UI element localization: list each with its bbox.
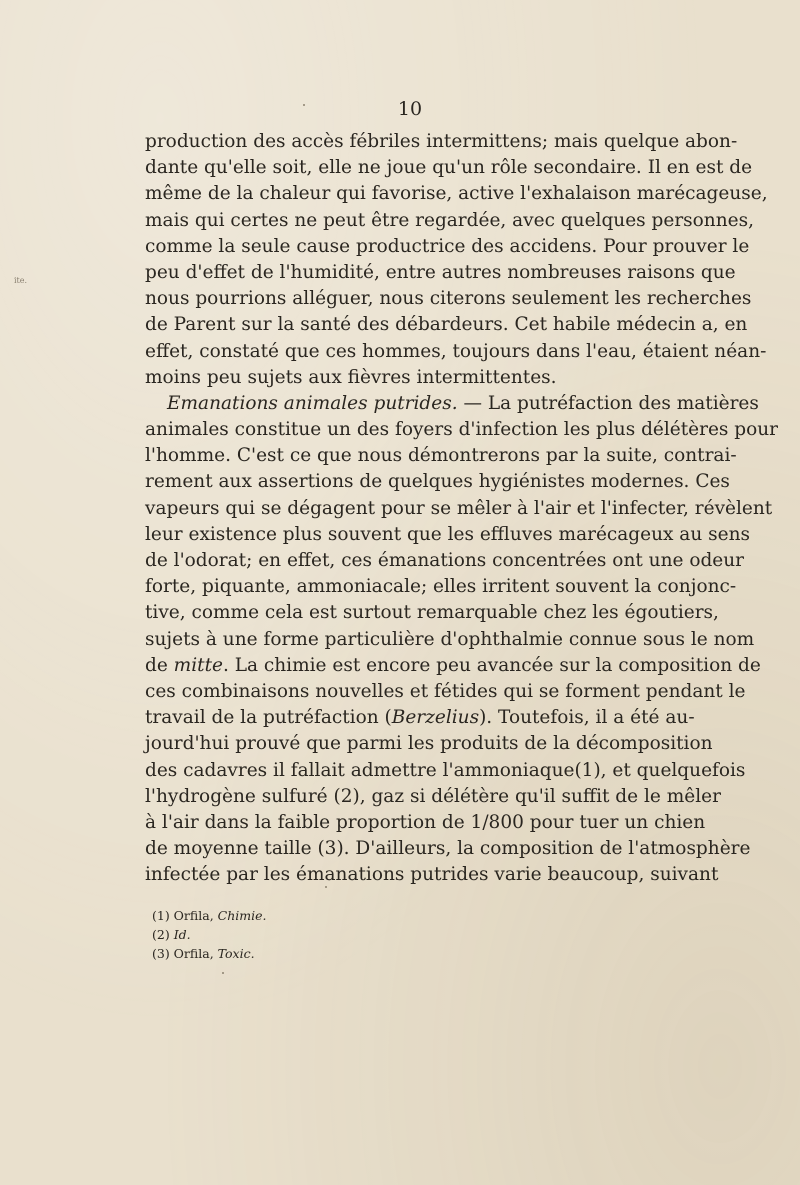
- italic-text: Id.: [173, 927, 191, 942]
- text-line: [145, 155, 753, 181]
- footnotes: [152, 906, 452, 963]
- italic-text: Toxic.: [217, 946, 255, 961]
- text-line: [145, 443, 737, 469]
- text-line: [145, 417, 779, 443]
- paper-speck: [303, 104, 305, 106]
- text-line: [145, 810, 706, 836]
- margin-mark: ite.: [14, 276, 28, 285]
- text-run: production des accès fébriles intermittens; mais quelque abon-: [145, 131, 738, 152]
- text-line: [145, 836, 751, 862]
- text-run: de Parent sur la santé des débardeurs. Cet habile médecin a, en: [145, 314, 748, 336]
- text-line: [145, 705, 695, 731]
- text-run: ces combinaisons nouvelles et fétides qui se forment pendant le: [145, 680, 746, 702]
- text-run: nous pourrions alléguer, nous citerons seulement les recherches: [145, 288, 752, 310]
- text-run: (3) Orfila,: [152, 946, 218, 961]
- text-line: [145, 784, 721, 810]
- text-run: mais qui certes ne peut être regardée, avec quelques personnes,: [145, 209, 754, 231]
- footnote: [152, 944, 452, 963]
- text-run: forte, piquante, ammoniacale; elles irritent souvent la conjonc-: [145, 576, 737, 598]
- text-run: dante qu'elle soit, elle ne joue qu'un rôle secondaire. Il en est de: [145, 157, 753, 179]
- text-line: [145, 574, 737, 600]
- text-run: comme la seule cause productrice des accidens. Pour prouver le: [145, 235, 750, 257]
- text-line: [145, 129, 738, 155]
- text-run: infectée par les émanations putrides varie beaucoup, suivant: [145, 864, 719, 886]
- footnote: [152, 925, 452, 944]
- text-run: (1) Orfila,: [152, 908, 218, 923]
- text-line: [145, 758, 746, 784]
- text-run: . La chimie est encore peu avancée sur la composition de: [222, 654, 761, 676]
- text-run: animales constitue un des foyers d'infection les plus délétères pour: [145, 419, 779, 441]
- italic-text: mitte: [173, 654, 223, 676]
- text-line: [145, 862, 719, 888]
- text-run: des cadavres il fallait admettre l'ammoniaque(1), et quelquefois: [145, 759, 746, 781]
- text-line: [145, 600, 719, 626]
- text-run: ). Toutefois, il a été au-: [479, 707, 695, 729]
- text-run: de: [145, 654, 174, 676]
- text-run: rement aux assertions de quelques hygiénistes modernes. Ces: [145, 471, 730, 493]
- text-line: [145, 548, 745, 574]
- paper-speck: [325, 886, 327, 888]
- text-run: peu d'effet de l'humidité, entre autres nombreuses raisons que: [145, 261, 736, 283]
- text-run: de moyenne taille (3). D'ailleurs, la composition de l'atmosphère: [145, 838, 751, 860]
- text-line: [145, 679, 746, 705]
- footnote: [152, 906, 452, 925]
- text-line: [145, 391, 759, 417]
- text-line: [145, 312, 748, 338]
- text-run: sujets à une forme particulière d'ophthalmie connue sous le nom: [145, 628, 755, 650]
- page-number: 10: [397, 98, 423, 120]
- text-run: à l'air dans la faible proportion de 1/800 pour tuer un chien: [145, 811, 706, 833]
- text-line: [145, 181, 768, 207]
- text-run: leur existence plus souvent que les effluves marécageux au sens: [145, 523, 750, 545]
- paper-speck: [222, 972, 224, 974]
- text-run: — La putréfaction des matières: [457, 392, 759, 414]
- text-line: [145, 627, 755, 653]
- text-run: moins peu sujets aux fièvres intermittentes.: [145, 366, 557, 388]
- text-line: [145, 653, 761, 679]
- italic-text: Emanations animales putrides.: [167, 392, 458, 414]
- text-run: vapeurs qui se dégagent pour se mêler à l'air et l'infecter, révèlent: [145, 497, 773, 519]
- text-line: [145, 522, 750, 548]
- text-run: travail de la putréfaction (: [145, 707, 392, 729]
- text-run: (2): [152, 927, 174, 942]
- text-line: [145, 234, 750, 260]
- text-line: [145, 731, 713, 757]
- text-line: [145, 286, 752, 312]
- italic-text: Chimie.: [217, 908, 267, 923]
- text-line: [145, 260, 736, 286]
- text-run: de l'odorat; en effet, ces émanations concentrées ont une odeur: [145, 550, 745, 571]
- text-run: l'homme. C'est ce que nous démontrerons par la suite, contrai-: [145, 445, 737, 467]
- text-run: même de la chaleur qui favorise, active l'exhalaison marécageuse,: [145, 183, 768, 205]
- text-run: l'hydrogène sulfuré (2), gaz si délétère qu'il suffit de le mêler: [145, 785, 721, 807]
- text-line: [145, 469, 730, 495]
- text-line: [145, 365, 690, 391]
- text-line: [145, 496, 773, 522]
- body-text: [145, 129, 779, 888]
- text-run: jourd'hui prouvé que parmi les produits de la décomposition: [145, 733, 713, 755]
- text-run: effet, constaté que ces hommes, toujours dans l'eau, étaient néan-: [145, 340, 767, 362]
- italic-text: Berzelius: [391, 707, 480, 729]
- text-run: tive, comme cela est surtout remarquable chez les égoutiers,: [145, 602, 719, 624]
- text-line: [145, 208, 754, 234]
- text-line: [145, 339, 767, 365]
